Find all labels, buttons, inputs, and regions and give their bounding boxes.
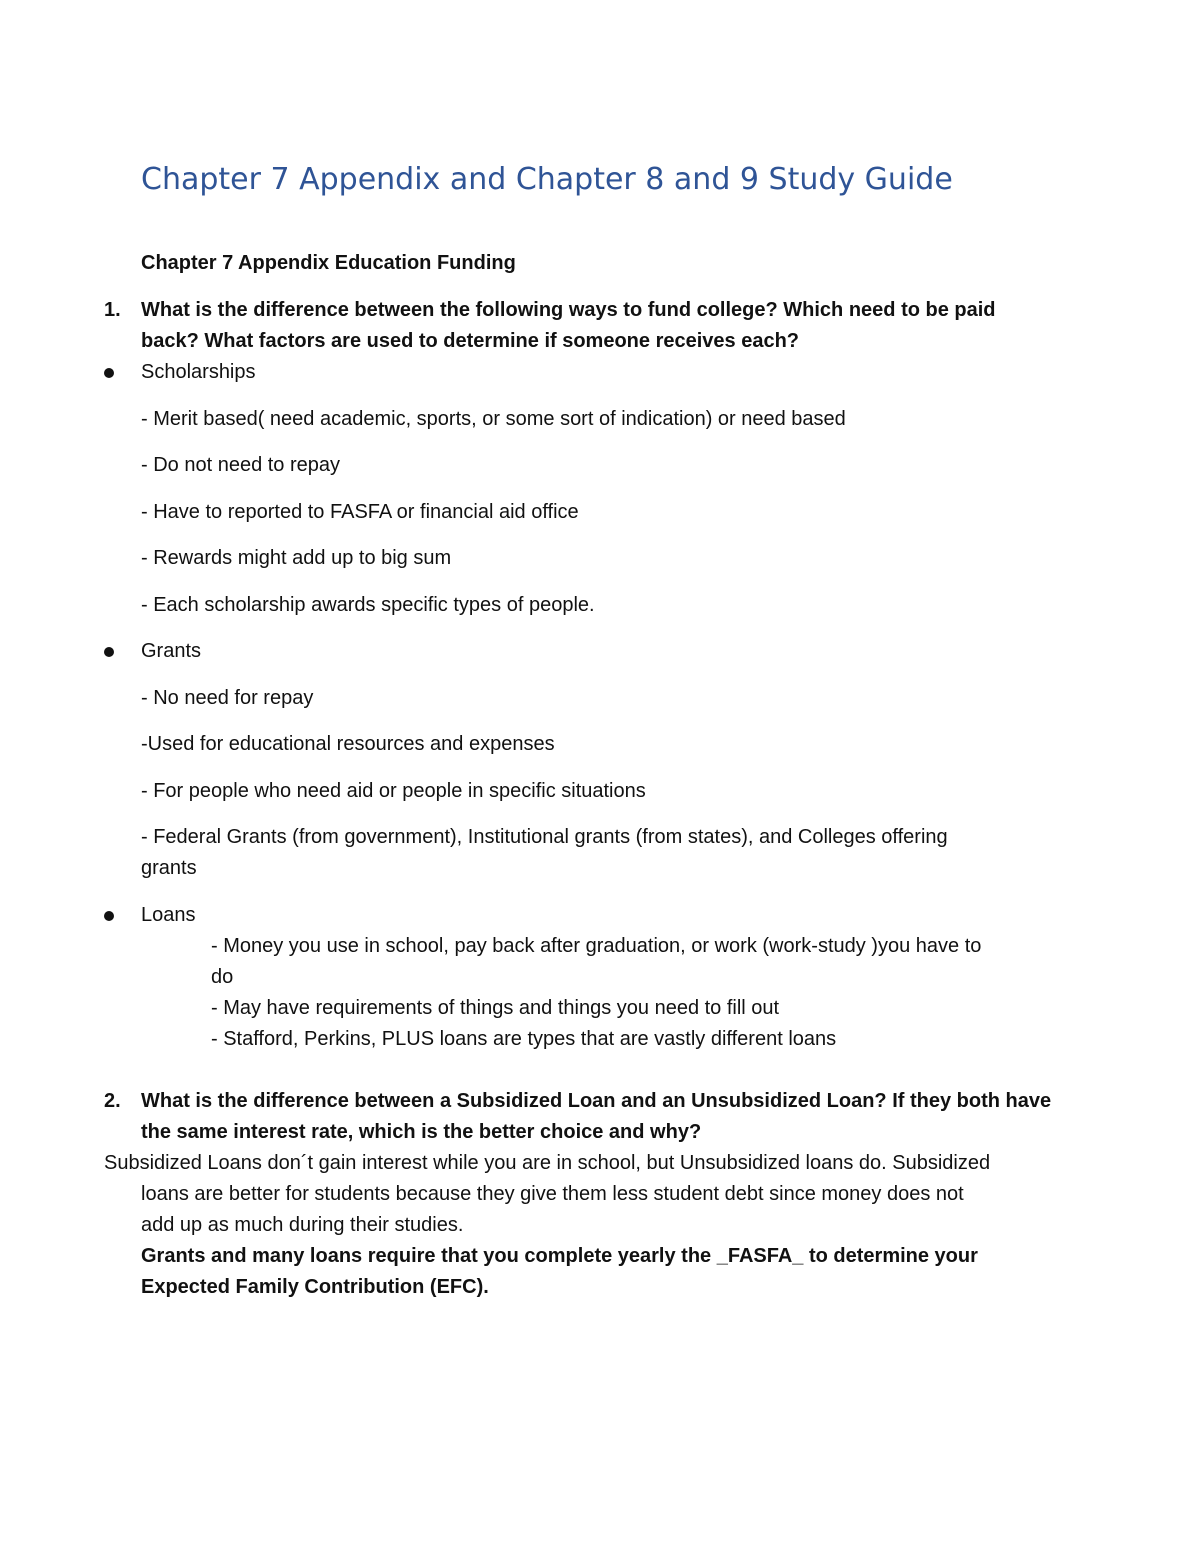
question-2-line-2: the same interest rate, which is the better choice and why? [141, 1121, 702, 1143]
grants-item: - No need for repay [141, 687, 314, 709]
loans-item: - Stafford, Perkins, PLUS loans are types that are vastly different loans [211, 1028, 837, 1050]
answer-2-line-2: loans are better for students because they give them less student debt since money does not [141, 1183, 964, 1205]
fasfa-statement-line-1: Grants and many loans require that you complete yearly the _FASFA_ to determine your [141, 1245, 978, 1267]
document-title: Chapter 7 Appendix and Chapter 8 and 9 Study Guide [141, 162, 953, 197]
scholarships-item: - Each scholarship awards specific types of people. [141, 594, 595, 616]
bullet-grants-icon [104, 647, 114, 657]
loans-item: - Money you use in school, pay back after graduation, or work (work-study )you have to [211, 935, 982, 957]
question-1-line-2: back? What factors are used to determine if someone receives each? [141, 330, 800, 352]
fasfa-statement-line-2: Expected Family Contribution (EFC). [141, 1276, 489, 1298]
scholarships-item: - Merit based( need academic, sports, or some sort of indication) or need based [141, 408, 846, 430]
answer-2-line-1: Subsidized Loans don´t gain interest while you are in school, but Unsubsidized loans do. Subsidized [104, 1152, 991, 1174]
loans-item: do [211, 966, 234, 988]
grants-label: Grants [141, 640, 202, 662]
scholarships-item: - Rewards might add up to big sum [141, 547, 452, 569]
bullet-loans-icon [104, 911, 114, 921]
question-2-line-1: What is the difference between a Subsidized Loan and an Unsubsidized Loan? If they both have [141, 1090, 1052, 1112]
question-1-line-1: What is the difference between the following ways to fund college? Which need to be paid [141, 299, 996, 321]
section-heading: Chapter 7 Appendix Education Funding [141, 252, 516, 274]
scholarships-item: - Have to reported to FASFA or financial aid office [141, 501, 579, 523]
grants-item: - Federal Grants (from government), Institutional grants (from states), and Colleges offering [141, 826, 948, 848]
bullet-scholarships-icon [104, 368, 114, 378]
loans-label: Loans [141, 904, 196, 926]
scholarships-item: - Do not need to repay [141, 454, 341, 476]
question-2-number: 2. [104, 1090, 121, 1112]
grants-item: grants [141, 857, 197, 879]
answer-2-line-3: add up as much during their studies. [141, 1214, 464, 1236]
question-1-number: 1. [104, 299, 121, 321]
loans-item: - May have requirements of things and things you need to fill out [211, 997, 780, 1019]
grants-item: -Used for educational resources and expenses [141, 733, 555, 755]
grants-item: - For people who need aid or people in specific situations [141, 780, 646, 802]
scholarships-label: Scholarships [141, 361, 256, 383]
